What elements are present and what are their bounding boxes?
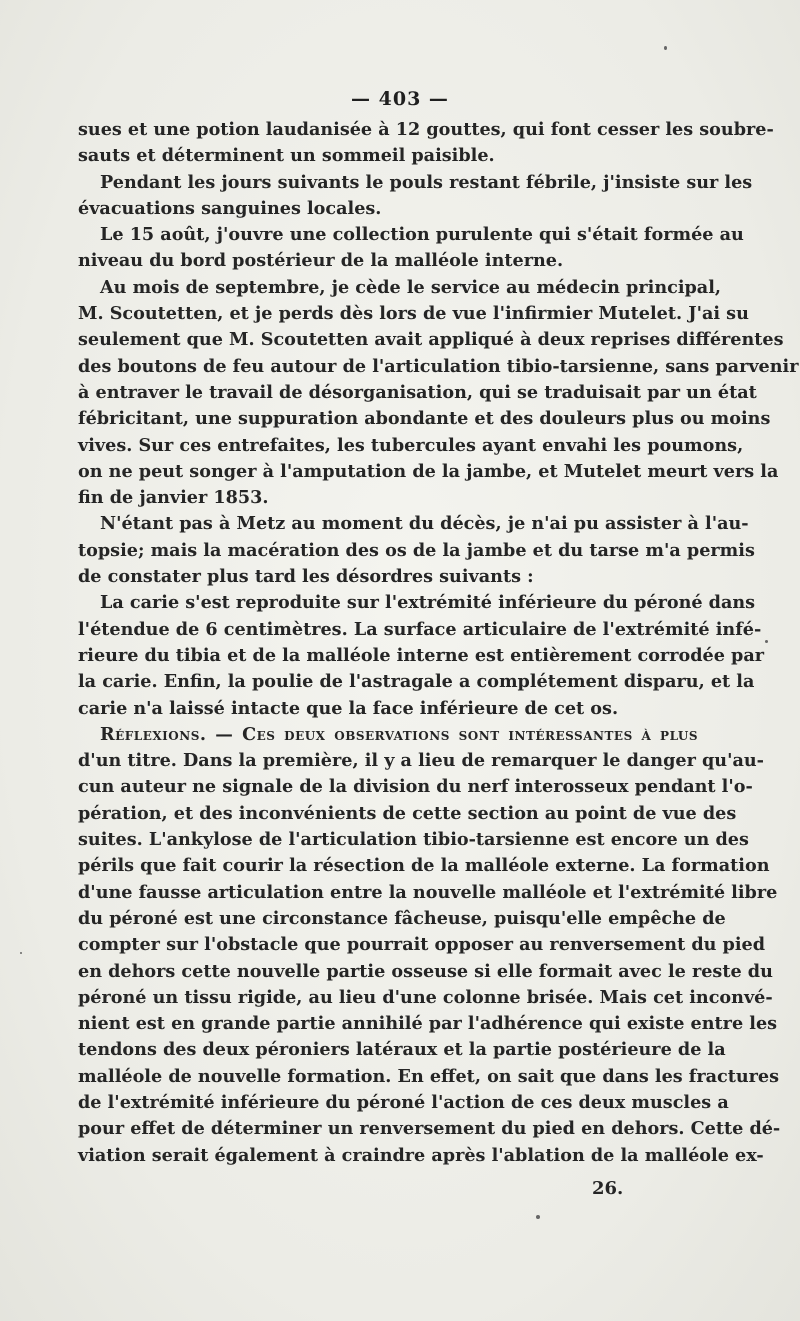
text-line: pération, et des inconvénients de cette section au point de vue des <box>78 802 737 824</box>
text-line: topsie; mais la macération des os de la jambe et du tarse m'a permis <box>78 539 755 561</box>
text-line: Réflexions. — Ces deux observations sont intéressantes à plus <box>100 723 698 745</box>
text-line: viation serait également à craindre après l'ablation de la malléole ex- <box>78 1144 764 1166</box>
text-line: sauts et déterminent un sommeil paisible. <box>78 145 495 167</box>
text-line: Le 15 août, j'ouvre une collection purulente qui s'était formée au <box>100 224 744 246</box>
text-line: on ne peut songer à l'amputation de la jambe, et Mutelet meurt vers la <box>78 460 779 482</box>
text-line: tendons des deux péroniers latéraux et la partie postérieure de la <box>78 1039 726 1061</box>
text-line: malléole de nouvelle formation. En effet, on sait que dans les fractures <box>78 1065 780 1087</box>
text-line: de constater plus tard les désordres suivants : <box>78 566 534 588</box>
text-line: périls que fait courir la résection de la malléole externe. La formation <box>78 855 770 877</box>
signature-mark: 26. <box>592 1178 624 1199</box>
text-line: des boutons de feu autour de l'articulation tibio-tarsienne, sans parvenir <box>78 355 799 377</box>
text-line: suites. L'ankylose de l'articulation tibio-tarsienne est encore un des <box>78 829 749 851</box>
text-line: en dehors cette nouvelle partie osseuse si elle formait avec le reste du <box>78 960 773 982</box>
text-line: d'un titre. Dans la première, il y a lieu de remarquer le danger qu'au- <box>78 750 764 772</box>
text-line: cun auteur ne signale de la division du nerf interosseux pendant l'o- <box>78 776 753 798</box>
text-line: Pendant les jours suivants le pouls restant fébrile, j'insiste sur les <box>100 171 753 193</box>
ink-speck <box>765 640 768 643</box>
body-text <box>78 117 799 1169</box>
text-line: d'une fausse articulation entre la nouvelle malléole et l'extrémité libre <box>78 881 778 903</box>
text-line: La carie s'est reproduite sur l'extrémité inférieure du péroné dans <box>100 592 756 614</box>
text-line: nient est en grande partie annihilé par l'adhérence qui existe entre les <box>78 1013 778 1035</box>
text-line: niveau du bord postérieur de la malléole interne. <box>78 250 564 272</box>
ink-speck <box>664 46 667 50</box>
text-line: sues et une potion laudanisée à 12 gouttes, qui font cesser les soubre- <box>78 119 774 140</box>
text-line: compter sur l'obstacle que pourrait opposer au renversement du pied <box>78 934 766 956</box>
text-line: N'étant pas à Metz au moment du décès, je n'ai pu assister à l'au- <box>100 513 749 535</box>
text-line: M. Scoutetten, et je perds dès lors de vue l'infirmier Mutelet. J'ai su <box>78 303 749 325</box>
ink-speck <box>20 952 22 954</box>
text-line: du péroné est une circonstance fâcheuse, puisqu'elle empêche de <box>78 907 726 929</box>
text-line: péroné un tissu rigide, au lieu d'une colonne brisée. Mais cet inconvé- <box>78 986 773 1008</box>
text-line: fin de janvier 1853. <box>78 487 269 509</box>
text-line: de l'extrémité inférieure du péroné l'action de ces deux muscles a <box>78 1091 729 1113</box>
text-line: évacuations sanguines locales. <box>78 197 382 219</box>
text-line: la carie. Enfin, la poulie de l'astragale a complétement disparu, et la <box>78 671 755 693</box>
text-line: carie n'a laissé intacte que la face inférieure de cet os. <box>78 697 619 719</box>
text-line: pour effet de déterminer un renversement du pied en dehors. Cette dé- <box>78 1118 781 1140</box>
text-line: seulement que M. Scoutetten avait appliqué à deux reprises différentes <box>78 329 784 351</box>
page-number-header: — 403 — <box>351 88 449 110</box>
text-line: à entraver le travail de désorganisation, qui se traduisait par un état <box>78 381 757 403</box>
ink-speck <box>536 1215 540 1219</box>
text-line: l'étendue de 6 centimètres. La surface articulaire de l'extrémité infé- <box>78 618 762 640</box>
text-line: vives. Sur ces entrefaites, les tubercules ayant envahi les poumons, <box>78 434 744 456</box>
text-line: rieure du tibia et de la malléole interne est entièrement corrodée par <box>78 644 764 666</box>
text-line: Au mois de septembre, je cède le service au médecin principal, <box>100 276 722 298</box>
text-line: fébricitant, une suppuration abondante et des douleurs plus ou moins <box>78 408 771 430</box>
